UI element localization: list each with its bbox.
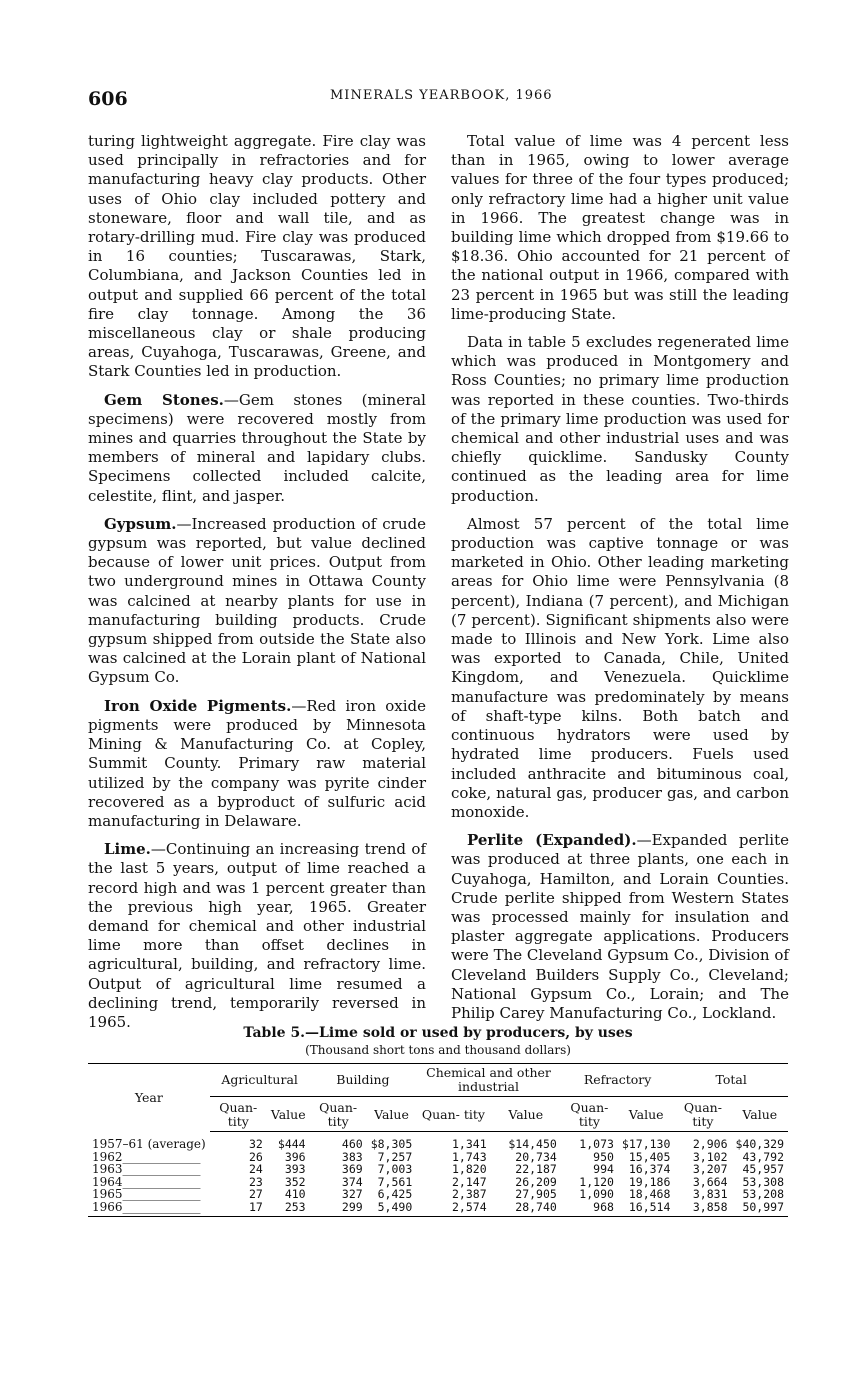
value-header: Value — [618, 1097, 674, 1132]
table-cell: 1,341 — [452, 1137, 487, 1151]
table-cell: 3,664 — [692, 1174, 728, 1189]
paragraph-text: —Red iron oxide pigments were produced by Minnesota Mining & Manufacturing Co. at Copley, Summit County. Primary raw material utilized by the company was pyrite cinder recovered as a byproduct of sulfuric acid manufacturing in Delaware. — [88, 696, 426, 830]
table-cell: 6,425 — [377, 1187, 413, 1201]
table-title: Table 5.—Lime sold or used by producers, by uses — [243, 1025, 633, 1041]
table-cell: $8,305 — [370, 1137, 413, 1151]
table-cell: 299 — [310, 1201, 367, 1217]
quantity-header: Quan- tity — [674, 1097, 731, 1132]
group-header: Refractory — [561, 1064, 675, 1097]
table-cell: 2,147 — [452, 1174, 487, 1189]
paragraph — [88, 132, 426, 382]
paragraph-text: —Gem stones (mineral specimens) were recovered mostly from mines and quarries throughout the State by members of mineral and lapidary clubs. Specimens collected included calcite, celestite, flint, and jasper. — [88, 390, 426, 505]
table-cell: $14,450 — [508, 1137, 557, 1151]
table-row — [88, 1188, 788, 1201]
table-cell: 53,208 — [742, 1187, 784, 1201]
table-cell: 22,187 — [515, 1162, 557, 1176]
paragraph — [88, 840, 426, 1032]
table-cell: 1,820 — [452, 1162, 487, 1176]
paragraph-text: Data in table 5 excludes regenerated lime which was produced in Montgomery and Ross Counties; no primary lime production was reported in these counties. Two-thirds of the primary lime production was used for chemical and other industrial uses and was chiefly quicklime. Sandusky County continued as the leading area for lime production. — [451, 333, 789, 505]
quantity-header: Quan- tity — [561, 1097, 618, 1132]
paragraph — [451, 333, 789, 506]
table-cell: 20,734 — [515, 1149, 557, 1164]
table-cell: 2,906 — [692, 1137, 728, 1151]
year-header: Year — [88, 1064, 210, 1132]
left-column — [88, 132, 426, 1032]
value-header: Value — [367, 1097, 417, 1132]
year-cell: 1963_____________ — [92, 1162, 201, 1176]
table-cell: 383 — [341, 1149, 363, 1164]
year-cell: 1964_____________ — [92, 1174, 201, 1189]
table-cell: 3,207 — [692, 1162, 728, 1176]
table-cell: 16,514 — [618, 1201, 674, 1217]
table-cell: $40,329 — [735, 1137, 784, 1151]
quantity-header: Quan- tity — [416, 1097, 490, 1132]
table-cell: 24 — [248, 1162, 263, 1176]
table-row — [88, 1163, 788, 1176]
quantity-header: Quan- tity — [210, 1097, 267, 1132]
table-cell: 53,308 — [742, 1174, 784, 1189]
value-header: Value — [267, 1097, 310, 1132]
paragraph-heading: Gem Stones. — [104, 390, 224, 409]
table-cell: 1,743 — [452, 1149, 487, 1164]
paragraph-text: Almost 57 percent of the total lime production was captive tonnage or was marketed in Ohio. Other leading marketing areas for Ohio lime were Pennsylvania (8 percent), Indiana (7 percent), and Michigan (7 percent). Significant shipments also were made to Illinois and New York. Lime also was exported to Canada, Chile, United Kingdom, and Venezuela. Quicklime manufacture was predominately by means of shaft-type kilns. Both batch and continuous hydrators were used by hydrated lime producers. Fuels used included anthracite and bituminous coal, coke, natural gas, producer gas, and carbon monoxide. — [451, 514, 789, 821]
paragraph-heading: Gypsum. — [104, 514, 177, 533]
table-cell: 460 — [341, 1137, 363, 1151]
table-cell: 396 — [284, 1149, 306, 1164]
page-number: 606 — [88, 88, 128, 110]
group-header: Agricultural — [210, 1064, 310, 1097]
table-cell: 7,003 — [377, 1162, 413, 1176]
table-cell: 16,374 — [628, 1162, 671, 1176]
table-cell: 352 — [284, 1174, 306, 1189]
table-cell: 410 — [284, 1187, 306, 1201]
table-cell: 23 — [248, 1174, 263, 1189]
table-cell: 26 — [248, 1149, 263, 1164]
paragraph — [88, 391, 426, 506]
group-header: Building — [310, 1064, 417, 1097]
table-cell: 27 — [248, 1187, 263, 1201]
value-header: Value — [732, 1097, 789, 1132]
value-header: Value — [491, 1097, 561, 1132]
paragraph — [88, 515, 426, 688]
group-header: Chemical and other industrial — [416, 1064, 561, 1097]
table-cell: 3,102 — [692, 1149, 728, 1164]
table-cell: 327 — [341, 1187, 363, 1201]
lime-table — [88, 1063, 788, 1217]
paragraph — [451, 515, 789, 822]
paragraph — [88, 697, 426, 831]
table-cell: 3,831 — [692, 1187, 728, 1201]
table-cell: 43,792 — [742, 1149, 784, 1164]
table-cell: 393 — [284, 1162, 306, 1176]
table-cell: 2,387 — [452, 1187, 487, 1201]
paragraph — [451, 831, 789, 1023]
table-cell: $17,130 — [621, 1137, 671, 1151]
table-cell: 2,574 — [416, 1201, 490, 1217]
paragraph-heading: Iron Oxide Pigments. — [104, 696, 292, 715]
table-cell: 27,905 — [515, 1187, 557, 1201]
group-header: Total — [674, 1064, 788, 1097]
table-cell: 5,490 — [367, 1201, 417, 1217]
table-cell: 7,257 — [377, 1149, 413, 1164]
paragraph-text: Total value of lime was 4 percent less than in 1965, owing to lower average values for three of the four types produced; only refractory lime had a higher unit value in 1966. The greatest change was in building lime which dropped from $19.66 to $18.36. Ohio accounted for 21 percent of the national output in 1966, compared with 23 percent in 1965 but was still the leading lime-producing State. — [451, 132, 789, 323]
table-row — [88, 1132, 788, 1151]
table-cell: 17 — [210, 1201, 267, 1217]
table-cell: 15,405 — [628, 1149, 671, 1164]
table-cell: 50,997 — [732, 1201, 789, 1217]
paragraph-text: —Expanded perlite was produced at three plants, one each in Cuyahoga, Hamilton, and Lorain Counties. Crude perlite shipped from Western States was processed mainly for insulation and plaster aggregate applications. Producers were The Cleveland Gypsum Co., Division of Cleveland Builders Supply Co., Cleveland; National Gypsum Co., Lorain; and The Philip Carey Manufacturing Co., Lockland. — [451, 831, 789, 1022]
table-cell: 994 — [593, 1162, 614, 1176]
table-cell: 253 — [267, 1201, 310, 1217]
paragraph-text: —Continuing an increasing trend of the last 5 years, output of lime reached a record high and was 1 percent greater than the previous high year, 1965. Greater demand for chemical and other industrial lime more than offset declines in agricultural, building, and refractory lime. Output of agricultural lime resumed a declining trend, temporarily reversed in 1965. — [88, 840, 426, 1031]
quantity-header: Quan- tity — [310, 1097, 367, 1132]
table-cell: 28,740 — [491, 1201, 561, 1217]
table-subtitle: (Thousand short tons and thousand dollars) — [305, 1043, 571, 1057]
right-column — [451, 132, 789, 1023]
table-cell: 7,561 — [377, 1174, 413, 1189]
table-row — [88, 1201, 788, 1217]
table-cell: 18,468 — [628, 1187, 671, 1201]
running-title: MINERALS YEARBOOK, 1966 — [330, 88, 553, 103]
table-cell: 369 — [341, 1162, 363, 1176]
table-cell: 1,120 — [579, 1174, 614, 1189]
paragraph-text: turing lightweight aggregate. Fire clay was used principally in refractories and for manufacturing heavy clay products. Other uses of Ohio clay included pottery and stoneware, floor and wall tile, and as rotary-drilling mud. Fire clay was produced in 16 counties; Tuscarawas, Stark, Columbiana, and Jackson Counties led in output and supplied 66 percent of the total fire clay tonnage. Among the 36 miscellaneous clay or shale producing areas, Cuyahoga, Tuscarawas, Greene, and Stark Counties led in production. — [88, 132, 426, 381]
table-cell: 1,090 — [579, 1187, 614, 1201]
paragraph-heading: Lime. — [104, 840, 151, 859]
table-cell: $444 — [277, 1137, 306, 1151]
table-cell: 26,209 — [515, 1174, 557, 1189]
year-cell: 1966_____________ — [88, 1201, 210, 1217]
year-cell: 1962_____________ — [92, 1149, 201, 1164]
table-cell: 19,186 — [628, 1174, 671, 1189]
table-cell: 374 — [341, 1174, 363, 1189]
year-cell: 1957–61 (average) — [92, 1136, 206, 1151]
table-cell: 32 — [248, 1137, 263, 1151]
table-cell: 45,957 — [742, 1162, 784, 1176]
paragraph-heading: Perlite (Expanded). — [467, 831, 637, 850]
year-cell: 1965_____________ — [92, 1187, 201, 1201]
table-cell: 950 — [593, 1149, 614, 1164]
paragraph — [451, 132, 789, 324]
table-cell: 3,858 — [674, 1201, 731, 1217]
table-cell: 968 — [561, 1201, 618, 1217]
lime-table-block — [88, 1025, 788, 1217]
table-cell: 1,073 — [579, 1137, 614, 1151]
paragraph-text: —Increased production of crude gypsum was reported, but value declined because of lower unit prices. Output from two underground mines in Ottawa County was calcined at nearby plants for use in manufacturing building products. Crude gypsum shipped from outside the State also was calcined at the Lorain plant of National Gypsum Co. — [88, 514, 426, 687]
